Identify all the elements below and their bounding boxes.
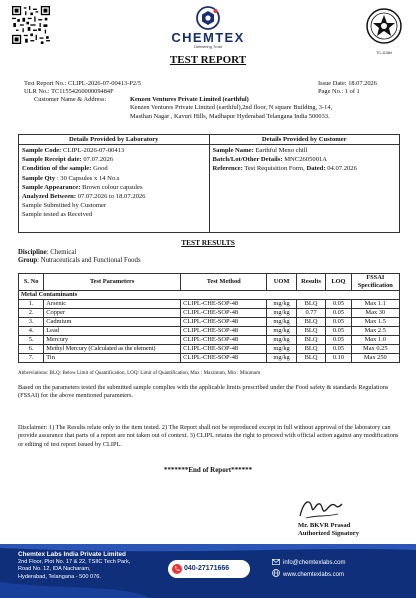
results-heading: TEST RESULTS (181, 238, 235, 247)
analyzed-between: 07.07.2026 to 18.07.2026 (77, 193, 146, 201)
col-uom: UOM (267, 274, 296, 291)
col-results: Results (296, 274, 325, 291)
brand-name: CHEMTEX (171, 30, 245, 45)
col-method: Test Method (181, 274, 267, 291)
footer-contacts (272, 558, 412, 581)
reference-date: 04.07.2026 (327, 165, 357, 173)
globe-icon (272, 569, 280, 577)
signatory-name: Mr. BKVR Prasad (298, 522, 351, 529)
customer-details-cell: Sample Name: Earthful Meno chill Batch/Lot/Other Details: MNC2605001A Reference: Test Requisition Form, Dated: 04.07.2026 (209, 145, 400, 233)
col-fssai-spec: FSSAI Specification (351, 274, 399, 291)
customer-details-heading: Details Provided by Customer (209, 135, 400, 145)
signatory-title: Authorized Signatory (298, 530, 359, 538)
batch-number: MNC2605001A (284, 156, 328, 164)
reference: Test Requisition Form, (244, 165, 305, 173)
sample-name: Earthful Meno chill (255, 147, 308, 154)
table-row: 5. Mercury CLIPL-CHE-SOP-48 mg/kg BLQ 0.05 Max 1.0 (19, 336, 400, 345)
lab-details-cell: Sample Code: CLIPL-2026-07-00413 Sample Receipt date: 07.07.2026 Condition of the sample: Good Sample Qty : 30 Capsules x 14 No.s Sample Appearance: Brown colour capsules Analyzed Between: 07.07.2026 to 18.07.2026 Sample Submitted by Customer Sample tested as Received (19, 145, 210, 233)
group-row-label: Metal Contaminants (19, 291, 400, 300)
email-icon (272, 559, 280, 565)
customer-label: Customer Name & Address: (34, 96, 107, 103)
sample-code: CLIPL-2026-07-00413 (63, 147, 125, 154)
col-sno: S. No (19, 274, 44, 291)
col-parameters: Test Parameters (44, 274, 181, 291)
submitted-note: Sample Submitted by Customer (22, 202, 107, 210)
page-number: 1 of 1 (344, 88, 360, 95)
sample-details-table (18, 134, 400, 233)
phone-icon (172, 564, 182, 574)
tested-note: Sample tested as Received (22, 211, 93, 219)
results-table (18, 273, 400, 363)
table-row: 4. Lead CLIPL-CHE-SOP-48 mg/kg BLQ 0.05 Max 2.5 (19, 327, 400, 336)
sample-appearance: Brown colour capsules (82, 183, 143, 191)
sample-condition: Good (93, 165, 108, 173)
ulr-number: TC1155426000009484F (51, 88, 114, 95)
accreditation-code: TC-11384 (376, 51, 392, 55)
footer-address: Chemtex Labs India Private Limited 2nd Floor, Plot No. 17 & 22, TSIIC Tech Park, Road No. 12, IDA Nacharam, Hyderabad, Telangana - 500 076. (18, 551, 168, 581)
footer-phone[interactable]: 040-27171666 (168, 560, 250, 578)
table-row: 2. Copper CLIPL-CHE-SOP-48 mg/kg 0.77 0.05 Max 30 (19, 309, 400, 318)
lab-details-heading: Details Provided by Laboratory (19, 135, 210, 145)
ulr-line: ULR No.: TC1155426000009484F (24, 88, 114, 95)
customer-name: Kenzen Ventures Private Limited (earthful) (130, 96, 249, 103)
accreditation-seal-icon (364, 6, 404, 54)
signatory (298, 522, 359, 539)
results-header-row (19, 274, 400, 291)
footer-website[interactable]: www.chemtexlabs.com (272, 569, 412, 581)
signature-icon (296, 494, 344, 522)
compliance-statement: Based on the parameters tested the submitted sample complies with the applicable limits prescribed under the Food safety & standards Regulations (FSSAI) for the above mentioned parameters. (18, 384, 389, 400)
footer-company: Chemtex Labs India Private Limited (18, 551, 126, 558)
qr-code (12, 6, 50, 44)
discipline: : Chemical (46, 249, 77, 256)
receipt-date: 07.07.2026 (83, 156, 114, 164)
table-row: 7. Tin CLIPL-CHE-SOP-48 mg/kg BLQ 0.10 Max 250 (19, 354, 400, 363)
footer-email[interactable]: info@chemtexlabs.com (272, 558, 412, 569)
disclaimer: Disclaimer: 1) The Results relate only to the item tested. 2) The Report shall not be reproduced except in full without approval of the laboratory can provide assurance that parts of a report are not taken out of context. 3) CLIPL retains the right to proceed with official action against any modifications or editing of test report issued by CLIPL. (18, 424, 399, 448)
sample-qty: : 30 Capsules x 14 No.s (56, 174, 120, 182)
customer-address: Kenzen Ventures Private Limited (earthful) Kenzen Ventures Private Limited (earthful),2nd floor, N square Building, 3-14, Masthan Nagar , Kavuri Hills, Madhapur Hyderabad Telangana India 500033. (130, 96, 400, 121)
table-row: 6. Methyl Mercury (Calculated as the element) CLIPL-CHE-SOP-48 mg/kg BLQ 0.05 Max 0.25 (19, 345, 400, 354)
issue-date: 18.07.2026 (348, 80, 377, 87)
discipline-block: Discipline: Chemical Group: Nutraceuticals and Functional Foods (18, 249, 141, 265)
brand-tagline: Delivering Trust (194, 44, 222, 49)
chemtex-logo (152, 6, 264, 50)
report-no-line: Test Report No.: CLIPL-2026-07-00413-P2/5 (24, 80, 142, 87)
issue-date-line: Issue Date: 18.07.2026 (318, 80, 377, 87)
abbreviations: Abbreviations: BLQ: Below Limit of Quantification, LOQ: Limit of Quantification, Max : Maximum, Min : Minimum (18, 370, 261, 376)
document-title: TEST REPORT (169, 54, 247, 66)
end-of-report: *******End of Report****** (163, 466, 253, 474)
report-number: CLIPL-2026-07-00413-P2/5 (67, 80, 142, 87)
col-loq: LOQ (326, 274, 351, 291)
table-row: 3. Cadmium CLIPL-CHE-SOP-48 mg/kg BLQ 0.05 Max 1.5 (19, 318, 400, 327)
chemtex-hexagon-icon (196, 6, 220, 30)
table-row: 1. Arsenic CLIPL-CHE-SOP-48 mg/kg BLQ 0.05 Max 1.1 (19, 300, 400, 309)
group-row (19, 291, 400, 300)
footer (0, 544, 416, 598)
group: : Nutraceuticals and Functional Foods (37, 257, 141, 265)
page-no-line: Page No.: 1 of 1 (318, 88, 360, 95)
